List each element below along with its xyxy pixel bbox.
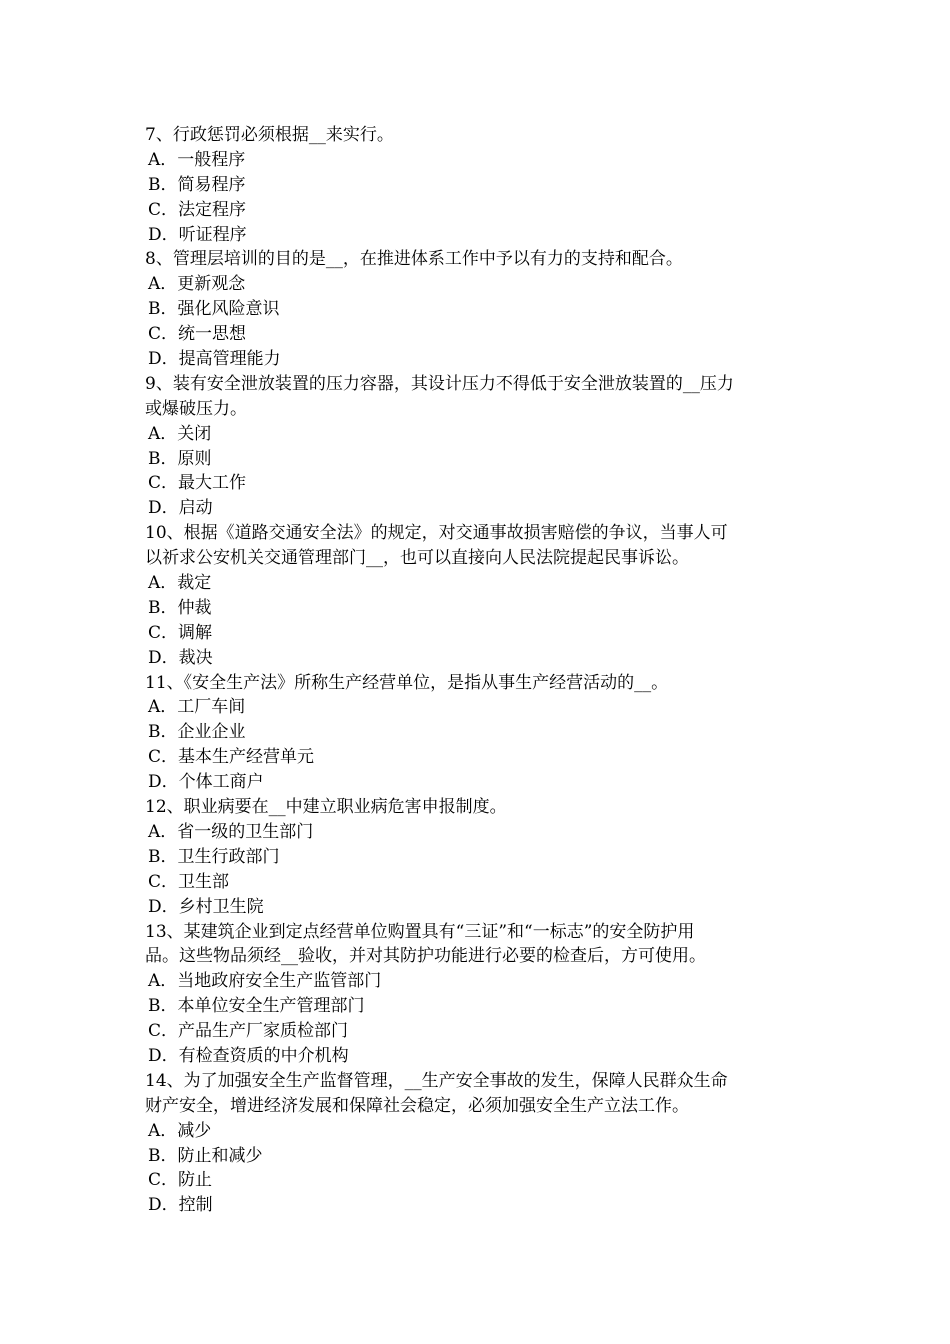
option-b: B．简易程序 <box>148 174 246 195</box>
option-d: D．乡村卫生院 <box>148 896 264 917</box>
option-d: D．个体工商户 <box>148 772 264 793</box>
question-text: 8、管理层培训的目的是__，在推进体系工作中予以有力的支持和配合。 <box>145 249 683 270</box>
question-text: 14、为了加强安全生产监督管理，__生产安全事故的发生，保障人民群众生命 <box>145 1070 728 1091</box>
option-a: A．省一级的卫生部门 <box>148 821 314 842</box>
option-b: B．本单位安全生产管理部门 <box>148 996 365 1017</box>
option-b: B．防止和减少 <box>148 1145 263 1166</box>
option-c: C．卫生部 <box>148 871 230 892</box>
option-b: B．卫生行政部门 <box>148 846 280 867</box>
option-c: C．最大工作 <box>148 473 247 494</box>
option-a: A．裁定 <box>148 573 212 594</box>
question-text: 7、行政惩罚必须根据__来实行。 <box>145 125 394 145</box>
option-a: A．关闭 <box>148 423 212 444</box>
option-a: A．工厂车间 <box>148 697 246 718</box>
question-text: 11、《安全生产法》所称生产经营单位，是指从事生产经营活动的__。 <box>145 672 669 693</box>
option-b: B．企业企业 <box>148 722 246 743</box>
option-c: C．调解 <box>148 622 213 643</box>
option-c: C．防止 <box>148 1170 213 1191</box>
option-b: B．强化风险意识 <box>148 299 280 320</box>
option-b: B．原则 <box>148 448 212 469</box>
question-text-continued: 以祈求公安机关交通管理部门__，也可以直接向人民法院提起民事诉讼。 <box>145 548 689 569</box>
question-9 <box>145 372 810 521</box>
option-a: A．一般程序 <box>148 149 246 170</box>
question-11 <box>145 671 810 795</box>
option-c: C．法定程序 <box>148 199 247 220</box>
option-d: D．提高管理能力 <box>148 349 281 370</box>
document-body <box>145 123 810 1218</box>
option-a: A．减少 <box>148 1120 212 1141</box>
option-d: D．有检查资质的中介机构 <box>148 1045 349 1066</box>
question-10 <box>145 521 810 670</box>
option-a: A．当地政府安全生产监管部门 <box>148 971 382 992</box>
option-d: D．启动 <box>148 498 213 519</box>
option-d: D．听证程序 <box>148 224 247 245</box>
option-d: D．控制 <box>148 1195 213 1216</box>
option-a: A．更新观念 <box>148 274 246 295</box>
question-text: 13、某建筑企业到定点经营单位购置具有“三证”和“一标志”的安全防护用 <box>145 921 695 942</box>
question-7 <box>145 123 810 247</box>
option-b: B．仲裁 <box>148 597 212 618</box>
question-text-continued: 财产安全，增进经济发展和保障社会稳定，必须加强安全生产立法工作。 <box>145 1095 689 1116</box>
question-13 <box>145 920 810 1069</box>
option-c: C．统一思想 <box>148 324 247 345</box>
question-text: 10、根据《道路交通安全法》的规定，对交通事故损害赔偿的争议，当事人可 <box>145 523 728 544</box>
question-text: 9、装有安全泄放装置的压力容器，其设计压力不得低于安全泄放装置的__压力 <box>145 373 734 394</box>
question-text-continued: 品。这些物品须经__验收，并对其防护功能进行必要的检查后，方可使用。 <box>145 946 706 967</box>
option-c: C．基本生产经营单元 <box>148 747 315 768</box>
option-c: C．产品生产厂家质检部门 <box>148 1021 349 1042</box>
question-12 <box>145 795 810 919</box>
question-text-continued: 或爆破压力。 <box>145 398 247 419</box>
question-8 <box>145 247 810 371</box>
question-14 <box>145 1069 810 1218</box>
question-text: 12、职业病要在__中建立职业病危害申报制度。 <box>145 797 507 818</box>
option-d: D．裁决 <box>148 647 213 668</box>
